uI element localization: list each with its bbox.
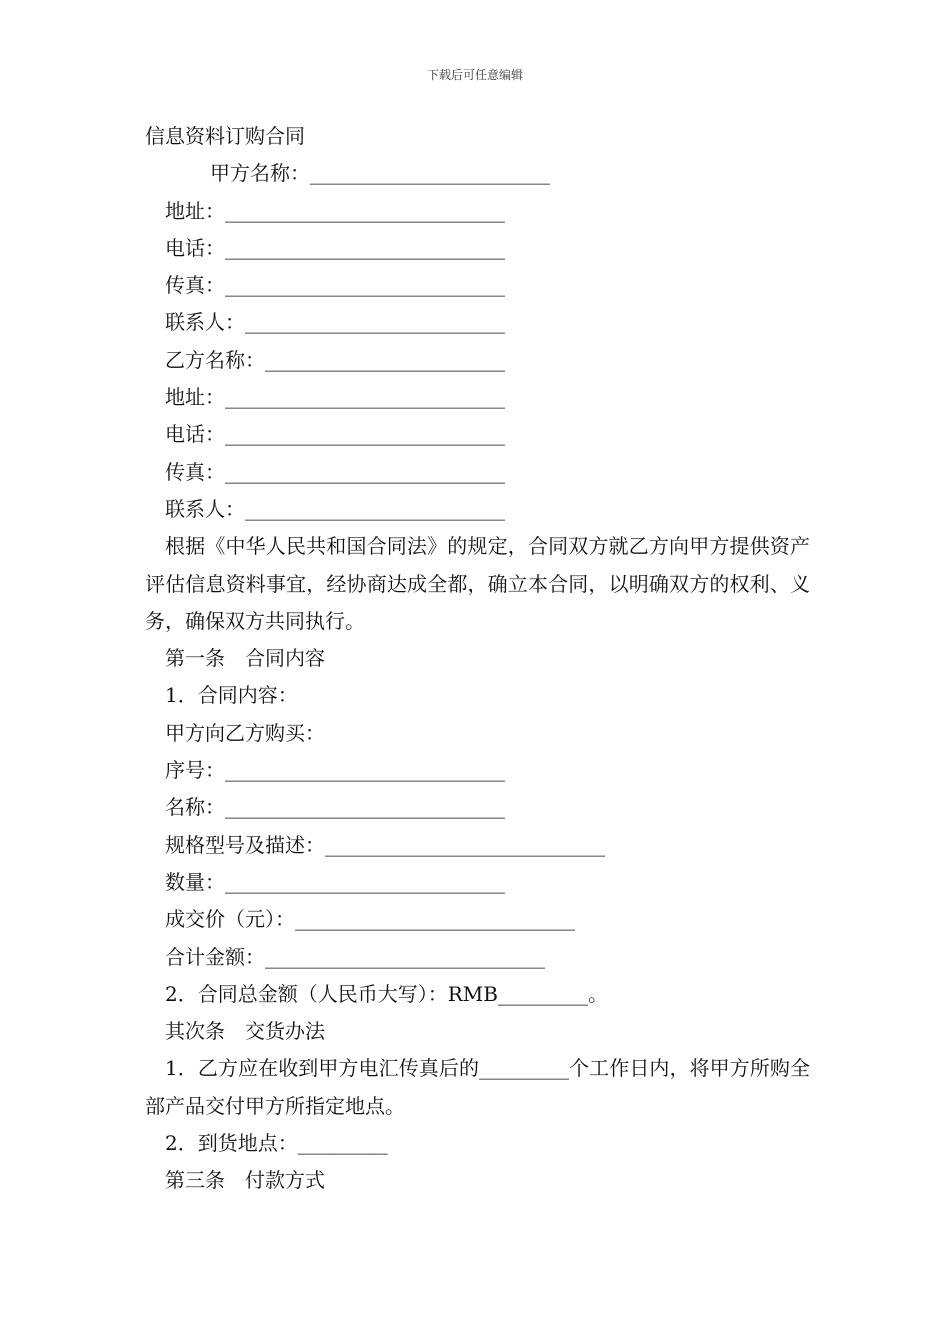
party-b-name: 乙方名称：________________________ — [165, 347, 505, 372]
party-a-address: 地址：____________________________ — [165, 198, 505, 223]
party-a-contact: 联系人：__________________________ — [165, 310, 505, 335]
party-b-fax: 传真：____________________________ — [165, 459, 505, 484]
article1-item1: 1．合同内容： — [165, 683, 298, 708]
intro-paragraph: 根据《中华人民共和国合同法》的规定，合同双方就乙方向甲方提供资产评估信息资料事宜，经协商达成全都，确立本合同，以明确双方的权利、义务，确保双方共同执行。 — [145, 534, 810, 633]
party-a-phone: 电话：____________________________ — [165, 235, 505, 260]
article1-purchase: 甲方向乙方购买： — [165, 720, 325, 745]
field-spec: 规格型号及描述：____________________________ — [165, 832, 605, 857]
article2-heading: 其次条 交货办法 — [165, 1019, 325, 1044]
field-quantity: 数量：____________________________ — [165, 869, 505, 894]
field-name: 名称：____________________________ — [165, 795, 505, 820]
party-b-phone: 电话：____________________________ — [165, 422, 505, 447]
document-title: 信息资料订购合同 — [145, 124, 305, 148]
party-a-fax: 传真：____________________________ — [165, 273, 505, 298]
page-header-note: 下载后可任意编辑 — [426, 68, 523, 82]
field-total: 合计金额：____________________________ — [165, 944, 545, 969]
contract-document — [145, 118, 810, 1200]
article2-item1: 1．乙方应在收到甲方电汇传真后的_________个工作日内，将甲方所购全部产品交付甲方所指定地点。 — [145, 1056, 810, 1118]
article3-heading: 第三条 付款方式 — [165, 1168, 325, 1193]
field-price: 成交价（元）：____________________________ — [165, 907, 575, 932]
party-b-contact: 联系人：__________________________ — [165, 496, 505, 521]
party-b-address: 地址：____________________________ — [165, 385, 505, 410]
party-a-name: 甲方名称：________________________ — [210, 161, 550, 186]
article1-heading: 第一条 合同内容 — [165, 646, 325, 671]
field-serial: 序号：____________________________ — [165, 758, 505, 783]
article2-item2: 2．到货地点：_________ — [165, 1131, 388, 1156]
article1-item2: 2．合同总金额（人民币大写）：RMB_________。 — [165, 981, 608, 1006]
